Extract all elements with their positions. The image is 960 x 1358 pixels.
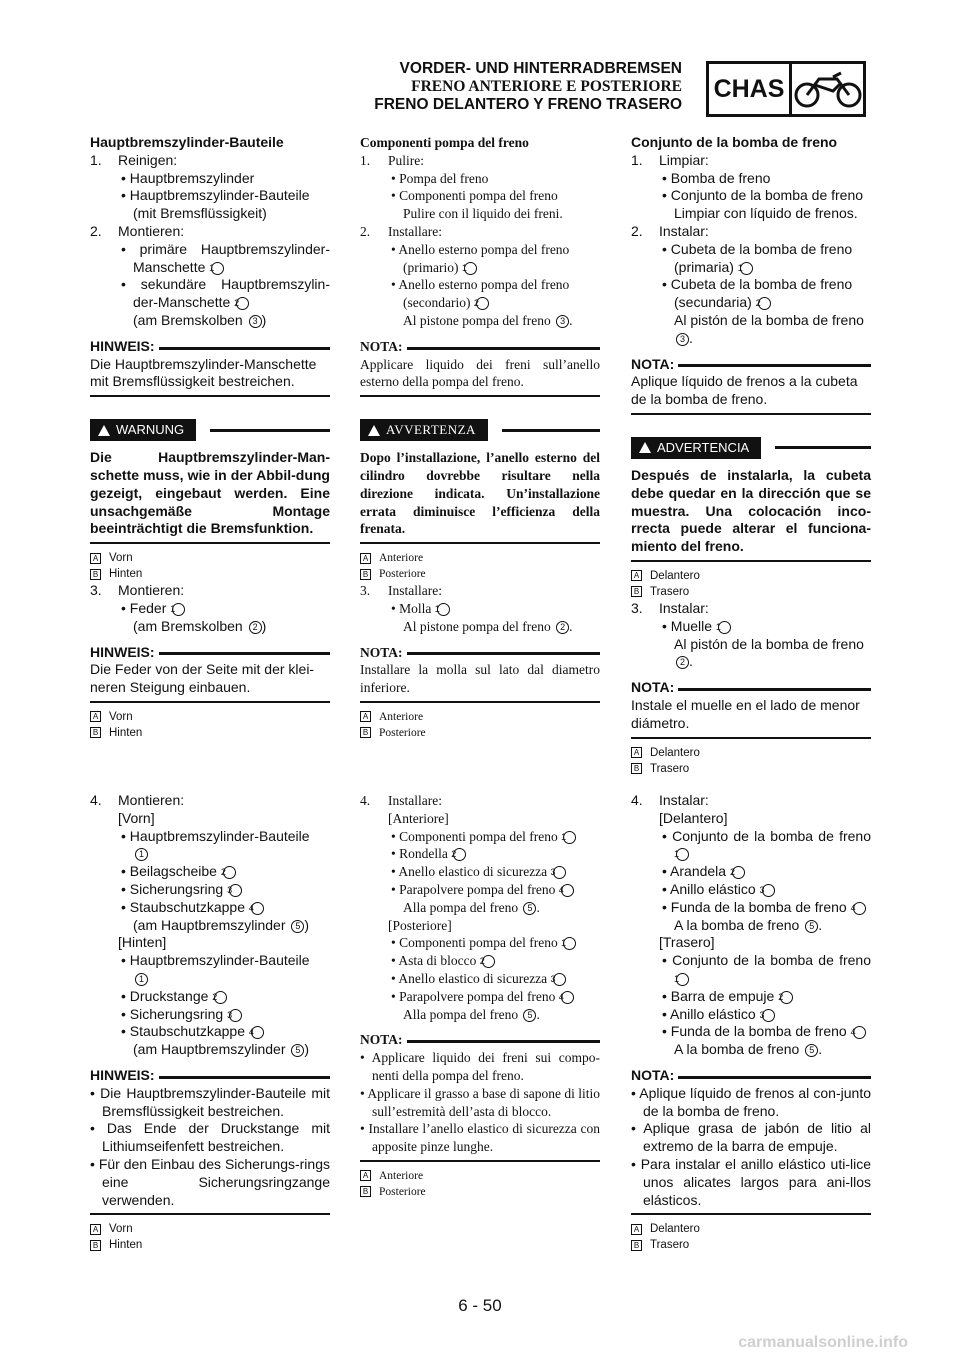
note-item: • Aplique grasa de jabón de litio al extremo de la barra de empuje. <box>631 1120 871 1155</box>
note-item: • Die Hauptbremszylinder-Bauteile mit Bremsflüssigkeit bestreichen. <box>90 1084 330 1119</box>
note-item-text: Aplique líquido de frenos al con-junto de la bomba de freno. <box>639 1084 871 1119</box>
note-label: NOTA: <box>360 644 403 660</box>
list-item: • Staubschutzkappe 4 <box>90 1023 330 1041</box>
watermark: carmanualsonline.info <box>738 1334 908 1351</box>
list-item: • Parapolvere pompa del freno 4 <box>360 988 600 1006</box>
callout-1: 1 <box>676 973 689 986</box>
header-title-it: FRENO ANTERIORE E POSTERIORE <box>411 78 682 95</box>
page-number: 6 - 50 <box>458 1296 502 1315</box>
list-item: • Bomba de freno <box>662 169 771 186</box>
list-item-note-text: A la bomba de freno <box>674 1041 800 1058</box>
list-item-note: Al pistón de la bomba de freno 2 . <box>674 635 864 670</box>
callout-4: 4 <box>561 991 574 1004</box>
step-4: 4. Installare: <box>360 793 442 808</box>
step-2: 2. Montieren: <box>90 222 185 239</box>
list-item: • Componenti pompa del freno <box>391 188 558 204</box>
list-item: • Funda de la bomba de freno 4 <box>631 899 871 917</box>
note-text: Applicare liquido dei freni sull’anello esterno della pompa del freno. <box>360 356 600 390</box>
step-2: 2. Instalar: <box>631 222 709 239</box>
note-header <box>90 338 330 356</box>
subgroup-front: [Delantero] <box>659 809 728 826</box>
callout-4: 4 <box>251 1026 264 1039</box>
list-item-note-text: (am Bremskolben <box>133 311 243 328</box>
list-item-text: Anello esterno pompa del freno (primario) <box>398 241 570 275</box>
callout-5: 5 <box>291 1044 304 1057</box>
step-4: 4. Montieren: <box>90 792 185 808</box>
list-item: • Arandela 2 <box>631 863 871 881</box>
note-label: NOTA: <box>631 355 675 372</box>
list-item-note: Pulire con il liquido dei freni. <box>403 206 563 222</box>
callout-2: 2 <box>556 621 569 634</box>
figure-legend-text: Anteriore <box>379 552 424 565</box>
column-italian <box>360 134 600 741</box>
note-item-text: Para instalar el anillo elástico uti-lice unos alicates largos para ani-llos elásticos. <box>640 1155 871 1208</box>
figure-legend-text: Delantero <box>650 1223 700 1236</box>
step-1-heading: Reinigen: <box>118 151 178 168</box>
warning-text: Dopo l’installazione, l’anello esterno del cilindro dovrebbe risultare nella direzione indicata. Un’installazione errata diminuisce l’efficienza della frenata. <box>360 450 600 537</box>
list-item-note-text: Al pistón de la bomba de freno <box>674 311 864 328</box>
callout-2: 2 <box>249 621 262 634</box>
callout-4: 4 <box>251 902 264 915</box>
note-item: • Für den Einbau des Sicherungs-rings eine Sicherungsringzange verwenden. <box>90 1155 330 1208</box>
list-item-text: Anillo elástico <box>670 1005 756 1022</box>
subgroup-front: [Vorn] <box>118 809 155 826</box>
list-item: • Conjunto de la bomba de freno <box>662 187 864 204</box>
figure-legend-a: A Delantero <box>631 745 871 761</box>
figure-legend-text: Delantero <box>650 746 700 759</box>
warning-label: AVVERTENZA <box>386 422 476 438</box>
callout-4: 4 <box>561 884 574 897</box>
figure-legend-a: A Delantero <box>631 568 871 584</box>
warning-icon <box>98 425 110 436</box>
header-title-es: FRENO DELANTERO Y FRENO TRASERO <box>374 96 682 113</box>
callout-3: 3 <box>762 884 775 897</box>
list-item: • Componenti pompa del freno 1 <box>360 828 600 846</box>
list-item-text: Hauptbremszylinder-Bauteile <box>129 827 310 844</box>
figure-legend-b: B Trasero <box>631 1237 871 1253</box>
list-item-note-text: (am Hauptbremszylinder <box>133 1041 286 1058</box>
list-item: • Conjunto de la bomba de freno 1 <box>662 827 871 860</box>
column-german-lower <box>90 792 330 1253</box>
list-item-text: Conjunto de la bomba de freno <box>672 827 871 844</box>
section-title: Componenti pompa del freno <box>360 135 529 150</box>
callout-4: 4 <box>853 902 866 915</box>
list-item: • Barra de empuje 2 <box>631 988 871 1006</box>
step-2-heading: Installare: <box>388 223 442 239</box>
callout-2: 2 <box>453 848 466 861</box>
list-item-text: primäre Hauptbremszylinder-Manschette <box>133 240 330 275</box>
list-item: • Beilagscheibe 2 <box>90 863 330 881</box>
list-item-text: Beilagscheibe <box>129 863 217 880</box>
warning-header <box>360 419 600 441</box>
note-label: HINWEIS: <box>90 1066 155 1083</box>
list-item: • Sicherungsring 3 <box>90 881 330 899</box>
callout-2: 2 <box>223 866 236 879</box>
figure-legend-text: Anteriore <box>379 1169 424 1182</box>
column-spanish <box>631 134 871 777</box>
callout-2: 2 <box>758 297 771 310</box>
callout-3: 3 <box>229 1009 242 1022</box>
list-item: • Sicherungsring 3 <box>90 1006 330 1024</box>
note-item-text: Die Hauptbremszylinder-Bauteile mit Bremsflüssigkeit bestreichen. <box>100 1084 330 1119</box>
list-item-text: Anello elastico di sicurezza <box>398 970 548 986</box>
warning-icon <box>368 425 380 436</box>
figure-legend-a: A Delantero <box>631 1221 871 1237</box>
warning-badge <box>360 419 488 441</box>
note-text: Instale el muelle en el lado de menor diámetro. <box>631 696 860 731</box>
list-item: • primäre Hauptbremszylinder-Manschette 1 <box>121 240 330 275</box>
note-header <box>360 644 600 662</box>
note-item: • Das Ende der Druckstange mit Lithiumseifenfett bestreichen. <box>90 1120 330 1155</box>
callout-1: 1 <box>437 603 450 616</box>
list-item: • Parapolvere pompa del freno 4 <box>360 881 600 899</box>
list-item-text: Componenti pompa del freno <box>399 828 558 844</box>
list-item: • Hauptbremszylinder-Bauteile <box>121 187 310 204</box>
list-item: • Conjunto de la bomba de freno 1 <box>662 952 871 984</box>
list-item-text: Hauptbremszylinder-Bauteile <box>129 952 310 969</box>
list-item-text: Funda de la bomba de freno <box>670 898 847 915</box>
step-4-heading: Montieren: <box>118 792 185 808</box>
list-item: • Hauptbremszylinder-Bauteile <box>121 952 310 969</box>
step-3-heading: Instalar: <box>659 599 709 616</box>
list-item-note: (am Hauptbremszylinder 5 ) <box>133 916 310 933</box>
step-4-heading: Instalar: <box>659 792 709 808</box>
callout-1: 1 <box>718 621 731 634</box>
step-1-heading: Pulire: <box>388 152 424 168</box>
list-item-note: (am Bremskolben 2 ) <box>133 617 267 634</box>
note-item: • Installare l’anello elastico di sicurezza con apposite pinze lunghe. <box>360 1121 601 1155</box>
list-item-text: Conjunto de la bomba de freno <box>672 952 871 969</box>
list-item-note: A la bomba de freno 5 . <box>674 916 823 933</box>
callout-3: 3 <box>553 973 566 986</box>
figure-legend-a: A Vorn <box>90 709 330 725</box>
figure-legend-a: A Vorn <box>90 1221 330 1237</box>
list-item: • Anello elastico di sicurezza 3 <box>360 970 600 988</box>
figure-legend-text: Anteriore <box>379 710 424 723</box>
callout-5: 5 <box>805 1044 818 1057</box>
list-item: • sekundäre Hauptbremszylin-der-Manschette 2 <box>121 276 330 311</box>
figure-legend-b: B Posteriore <box>360 1184 600 1200</box>
figure-legend-b: B Hinten <box>90 725 330 741</box>
header-title-de: VORDER- UND HINTERRADBREMSEN <box>399 60 682 77</box>
callout-5: 5 <box>805 920 818 933</box>
figure-legend-b: B Hinten <box>90 566 330 582</box>
callout-1: 1 <box>676 848 689 861</box>
warning-label: ADVERTENCIA <box>657 440 750 456</box>
note-header <box>360 1031 600 1049</box>
warning-badge <box>90 419 196 441</box>
list-item: • Anillo elástico 3 <box>631 1006 871 1024</box>
subgroup-rear: [Trasero] <box>659 934 715 951</box>
list-item: • Anillo elástico 3 <box>631 881 871 899</box>
figure-legend-b: B Hinten <box>90 1237 330 1253</box>
note-item-text: Applicare il grasso a base di sapone di litio sull’estremità dell’asta di blocco. <box>367 1085 600 1119</box>
warning-header <box>631 437 871 459</box>
list-item: • Rondella 2 <box>360 845 600 863</box>
callout-2: 2 <box>214 991 227 1004</box>
list-item: • Cubeta de la bomba de freno (primaria) 1 <box>662 240 853 275</box>
figure-legend-a: A Anteriore <box>360 709 600 725</box>
column-italian-lower <box>360 792 600 1200</box>
callout-5: 5 <box>523 1009 536 1022</box>
list-item-text: Componenti pompa del freno <box>399 188 558 204</box>
step-2: 2. Installare: <box>360 223 442 239</box>
step-1: 1. Limpiar: <box>631 151 709 168</box>
note-text: Installare la molla sul lato dal diametro inferiore. <box>360 662 600 696</box>
list-item-text: Anillo elástico <box>670 880 756 897</box>
list-item-note <box>90 845 330 863</box>
note-item-text: Das Ende der Druckstange mit Lithiumseifenfett bestreichen. <box>102 1120 330 1155</box>
step-3: 3. Installare: <box>360 583 442 599</box>
list-item: • Hauptbremszylinder <box>121 169 255 186</box>
figure-legend-b: B Trasero <box>631 584 871 600</box>
note-text: Aplique líquido de frenos a la cubeta de la bomba de freno. <box>631 373 858 408</box>
figure-legend-text: Vorn <box>109 1223 133 1236</box>
list-item-text: Staubschutzkappe <box>129 1023 245 1040</box>
list-item-note: Al pistón de la bomba de freno 3 . <box>674 311 864 346</box>
note-label: HINWEIS: <box>90 643 155 660</box>
note-header <box>631 1067 871 1085</box>
step-1: 1. Reinigen: <box>90 151 178 168</box>
list-item-text: Barra de empuje <box>670 987 775 1004</box>
list-item: • Druckstange 2 <box>90 988 330 1006</box>
list-item-note <box>90 970 330 988</box>
figure-legend-b: B Posteriore <box>360 566 600 582</box>
list-item: • Asta di blocco 2 <box>360 952 600 970</box>
list-item-note-text: A la bomba de freno <box>674 916 800 933</box>
figure-legend-text: Hinten <box>109 726 143 739</box>
list-item-text: Hauptbremszylinder <box>129 169 255 186</box>
callout-2: 2 <box>732 866 745 879</box>
list-item-note: Alla pompa del freno 5 . <box>403 899 540 915</box>
list-item: • Hauptbremszylinder-Bauteile <box>121 827 310 844</box>
callout-1: 1 <box>464 262 477 275</box>
figure-legend-b: B Posteriore <box>360 725 600 741</box>
step-3: 3. Montieren: <box>90 582 185 599</box>
step-1: 1. Pulire: <box>360 152 424 168</box>
figure-legend-a: A Anteriore <box>360 550 600 566</box>
callout-2: 2 <box>676 656 689 669</box>
note-header <box>631 356 871 374</box>
step-4-heading: Installare: <box>388 793 442 808</box>
note-item-text: Installare l’anello elastico di sicurezza con apposite pinze lunghe. <box>368 1121 601 1155</box>
list-item: • Anello esterno pompa del freno (primario) 1 <box>391 241 570 275</box>
list-item-text: Parapolvere pompa del freno <box>399 988 556 1004</box>
note-label: NOTA: <box>631 679 675 696</box>
list-item-text: Conjunto de la bomba de freno <box>670 187 864 204</box>
callout-5: 5 <box>523 902 536 915</box>
note-item-text: Aplique grasa de jabón de litio al extremo de la barra de empuje. <box>643 1120 871 1155</box>
note-item: • Aplique líquido de frenos al con-junto de la bomba de freno. <box>631 1084 871 1119</box>
list-item-note: (am Bremskolben 3 ) <box>133 311 267 328</box>
section-badge <box>706 61 866 117</box>
figure-legend-text: Posteriore <box>379 1185 426 1198</box>
figure-legend-text: Posteriore <box>379 568 426 581</box>
note-label: NOTA: <box>360 1032 403 1048</box>
note-header <box>631 679 871 697</box>
callout-4: 4 <box>853 1026 866 1039</box>
note-item: • Applicare il grasso a base di sapone di litio sull’estremità dell’asta di blocco. <box>360 1085 600 1119</box>
figure-legend-b: B Trasero <box>631 761 871 777</box>
callout-1: 1 <box>135 848 148 861</box>
list-item-text: Anello elastico di sicurezza <box>398 864 548 880</box>
list-item-text: Muelle <box>670 617 713 634</box>
callout-1: 1 <box>135 973 148 986</box>
callout-5: 5 <box>291 920 304 933</box>
list-item: • Pompa del freno <box>391 170 489 186</box>
figure-legend-text: Trasero <box>650 585 690 598</box>
callout-1: 1 <box>740 262 753 275</box>
list-item-text: Arandela <box>670 863 727 880</box>
step-1-heading: Limpiar: <box>659 151 709 168</box>
list-item: • Staubschutzkappe 4 <box>90 899 330 917</box>
figure-legend-text: Posteriore <box>379 726 426 739</box>
warning-text: Die Hauptbremszylinder-Man-schette muss, wie in der Abbil-dung gezeigt, eingebaut werden. Eine unsachgemäße Montage beeinträchtigt die Bremsfunktion. <box>90 449 330 537</box>
list-item-text: Asta di blocco <box>398 953 477 969</box>
subgroup-rear: [Posteriore] <box>388 917 452 933</box>
warning-text: Después de instalarla, la cubeta debe quedar en la dirección que se muestra. Una colocación inco-rrecta puede alterar el funciona-miento del freno. <box>631 466 871 555</box>
note-header <box>90 1067 330 1085</box>
list-item-text: Sicherungsring <box>129 1005 224 1022</box>
figure-legend-text: Hinten <box>109 568 143 581</box>
section-label: CHAS <box>709 64 792 114</box>
list-item-text: Parapolvere pompa del freno <box>399 881 556 897</box>
note-item-text: Applicare liquido dei freni sui compo-nenti della pompa del freno. <box>371 1050 600 1083</box>
list-item: • Feder 1 <box>90 600 330 618</box>
callout-1: 1 <box>211 262 224 275</box>
subgroup-rear: [Hinten] <box>118 934 167 951</box>
figure-legend-text: Hinten <box>109 1239 143 1252</box>
callout-1: 1 <box>563 937 576 950</box>
note-header <box>90 644 330 662</box>
list-item-note: Alla pompa del freno 5 . <box>403 1006 540 1022</box>
list-item-note-text: Alla pompa del freno <box>403 899 519 915</box>
list-item: • Cubeta de la bomba de freno (secundaria) 2 <box>662 276 853 311</box>
callout-3: 3 <box>762 1009 775 1022</box>
list-item: • Anello elastico di sicurezza 3 <box>360 863 600 881</box>
figure-legend-text: Trasero <box>650 1239 690 1252</box>
note-label: NOTA: <box>360 338 403 354</box>
figure-legend-text: Trasero <box>650 762 690 775</box>
list-item-note: Al pistone pompa del freno 3 . <box>403 312 573 328</box>
step-4: 4. Instalar: <box>631 792 709 808</box>
page-header <box>374 60 682 114</box>
callout-3: 3 <box>229 884 242 897</box>
step-3-heading: Montieren: <box>118 582 185 599</box>
note-header <box>360 338 600 356</box>
list-item-text: Molla <box>399 600 432 616</box>
list-item: • Muelle 1 <box>631 618 871 636</box>
list-item-text: Componenti pompa del freno <box>399 935 558 951</box>
warning-badge <box>631 437 761 459</box>
callout-2: 2 <box>780 991 793 1004</box>
figure-legend-a: A Anteriore <box>360 1168 600 1184</box>
note-text: Die Hauptbremszylinder-Manschette mit Bremsflüssigkeit bestreichen. <box>90 355 317 390</box>
list-item-note: Limpiar con líquido de frenos. <box>674 205 858 222</box>
list-item-note: A la bomba de freno 5 . <box>674 1041 823 1058</box>
list-item-text: Pompa del freno <box>399 170 489 186</box>
list-item: • Molla 1 <box>360 600 600 618</box>
callout-3: 3 <box>676 333 689 346</box>
column-spanish-lower <box>631 792 871 1253</box>
list-item-note-text: Al pistón de la bomba de freno <box>674 635 864 652</box>
list-item: • Funda de la bomba de freno 4 <box>631 1023 871 1041</box>
list-item-text: Rondella <box>399 846 448 862</box>
figure-legend-text: Vorn <box>109 552 133 565</box>
list-item: • Anello esterno pompa del freno (secondario) 2 <box>391 277 570 311</box>
list-item-note-text: (am Bremskolben <box>133 617 243 634</box>
list-item-note: (am Hauptbremszylinder 5 ) <box>133 1041 310 1058</box>
motorcycle-icon <box>792 64 863 114</box>
callout-2: 2 <box>482 955 495 968</box>
note-item-text: Für den Einbau des Sicherungs-rings eine Sicherungsringzange verwenden. <box>98 1155 330 1208</box>
column-german <box>90 134 330 741</box>
section-title: Hauptbremszylinder-Bauteile <box>90 134 284 150</box>
list-item-text: Hauptbremszylinder-Bauteile <box>129 187 310 204</box>
subgroup-front: [Anteriore] <box>388 810 449 826</box>
callout-3: 3 <box>553 866 566 879</box>
callout-3: 3 <box>556 315 569 328</box>
list-item-text: Druckstange <box>129 987 209 1004</box>
list-item-note-text: Al pistone pompa del freno <box>403 618 551 634</box>
note-label: NOTA: <box>631 1066 675 1083</box>
list-item-note: (mit Bremsflüssigkeit) <box>133 205 267 222</box>
note-item: • Para instalar el anillo elástico uti-lice unos alicates largos para ani-llos elásticos. <box>631 1155 871 1208</box>
list-item-text: Bomba de freno <box>670 169 771 186</box>
step-3: 3. Instalar: <box>631 599 709 616</box>
list-item-text: Staubschutzkappe <box>129 898 245 915</box>
list-item-text: Sicherungsring <box>129 880 224 897</box>
warning-icon <box>639 442 651 453</box>
callout-3: 3 <box>249 315 262 328</box>
list-item-note-text: Alla pompa del freno <box>403 1006 519 1022</box>
figure-legend-a: A Vorn <box>90 550 330 566</box>
section-title: Conjunto de la bomba de freno <box>631 134 838 150</box>
list-item-text: sekundäre Hauptbremszylin-der-Manschette <box>133 276 330 311</box>
list-item-text: Cubeta de la bomba de freno (primaria) <box>670 240 853 275</box>
list-item-note-text: Al pistone pompa del freno <box>403 312 551 328</box>
step-2-heading: Montieren: <box>118 222 185 239</box>
note-text: Die Feder von der Seite mit der klei-neren Steigung einbauen. <box>90 661 315 696</box>
note-item: • Applicare liquido dei freni sui compo-nenti della pompa del freno. <box>360 1050 600 1083</box>
warning-header <box>90 419 330 441</box>
list-item-text: Feder <box>129 599 167 616</box>
list-item-note: Al pistone pompa del freno 2 . <box>403 618 573 634</box>
step-2-heading: Instalar: <box>659 222 709 239</box>
step-3-heading: Installare: <box>388 583 442 599</box>
list-item-text: Funda de la bomba de freno <box>670 1023 847 1040</box>
note-label: HINWEIS: <box>90 337 155 354</box>
list-item-note-text: (am Hauptbremszylinder <box>133 916 286 933</box>
callout-1: 1 <box>172 603 185 616</box>
figure-legend-text: Vorn <box>109 710 133 723</box>
figure-legend-text: Delantero <box>650 569 700 582</box>
list-item-text: Cubeta de la bomba de freno (secundaria) <box>670 276 853 311</box>
callout-1: 1 <box>563 831 576 844</box>
warning-label: WARNUNG <box>116 422 185 438</box>
list-item: • Componenti pompa del freno 1 <box>360 934 600 952</box>
callout-2: 2 <box>236 297 249 310</box>
list-item-text: Anello esterno pompa del freno (secondario) <box>398 277 570 311</box>
callout-2: 2 <box>476 297 489 310</box>
